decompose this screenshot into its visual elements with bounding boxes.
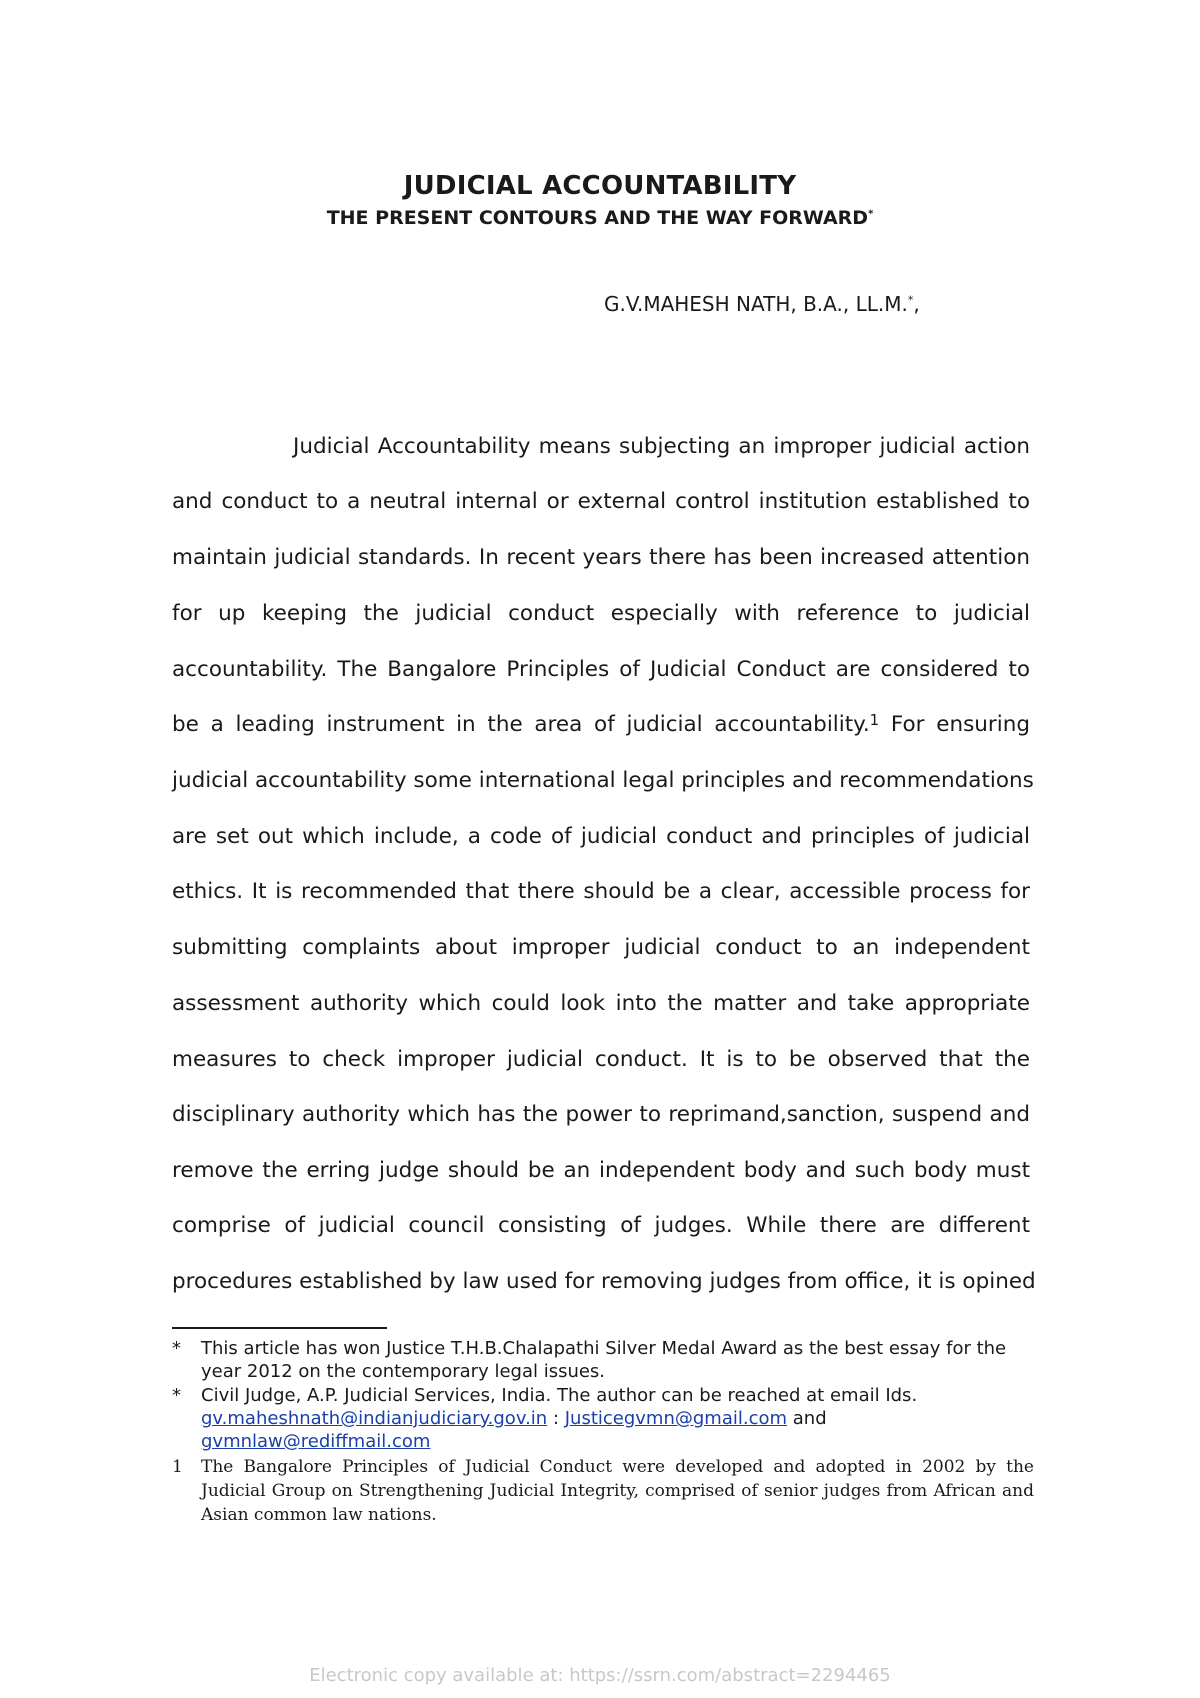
document-subtitle xyxy=(0,207,1200,229)
email-and: and xyxy=(787,1408,827,1429)
body-line: disciplinary authority which has the power to reprimand,sanction, suspend and xyxy=(172,1102,1030,1127)
footnote-mark: * xyxy=(172,1385,181,1406)
body-line-with-footnote xyxy=(172,710,1030,740)
author-footnote-mark: * xyxy=(907,293,914,307)
footnote-text: This article has won Justice T.H.B.Chalapathi Silver Medal Award as the best essay for the year 2012 on the contemporary legal issues. xyxy=(201,1338,1007,1382)
body-line: measures to check improper judicial conduct. It is to be observed that the xyxy=(172,1047,1030,1072)
body-line: and conduct to a neutral internal or external control institution established to xyxy=(172,489,1030,514)
document-title: JUDICIAL ACCOUNTABILITY xyxy=(403,171,797,201)
body-line: are set out which include, a code of judicial conduct and principles of judicial xyxy=(172,824,1030,849)
body-line: maintain judicial standards. In recent years there has been increased attention xyxy=(172,545,1030,570)
email-link[interactable]: Justicegvmn@gmail.com xyxy=(564,1408,788,1429)
footnote-separator xyxy=(172,1327,387,1329)
ssrn-footer: Electronic copy available at: https://ssrn.com/abstract=2294465 xyxy=(309,1665,891,1686)
body-line: ethics. It is recommended that there should be a clear, accessible process for xyxy=(172,879,1030,904)
email-link[interactable]: gvmnlaw@rediffmail.com xyxy=(201,1431,431,1452)
body-line: assessment authority which could look into the matter and take appropriate xyxy=(172,991,1030,1016)
footnote-mark: * xyxy=(172,1338,181,1359)
footnote-text: The Bangalore Principles of Judicial Conduct were developed and adopted in 2002 by the Judicial Group on Strengthening Judicial Integrity, comprised of senior judges from African and Asian common law nations. xyxy=(201,1457,1034,1525)
author-suffix: , xyxy=(913,292,920,316)
body-line: judicial accountability some international legal principles and recommendations xyxy=(172,768,1034,793)
footnote-body: Civil Judge, A.P. Judicial Services, India. The author can be reached at email Ids. xyxy=(201,1385,918,1406)
subtitle-footnote-mark: * xyxy=(868,208,874,220)
footnote-mark: 1 xyxy=(172,1457,183,1477)
body-line: for up keeping the judicial conduct especially with reference to judicial xyxy=(172,601,1030,626)
body-line: remove the erring judge should be an independent body and such body must xyxy=(172,1158,1030,1183)
author-name: G.V.MAHESH NATH, B.A., LL.M. xyxy=(604,292,908,316)
author-line xyxy=(604,292,920,316)
body-line: procedures established by law used for removing judges from office, it is opined xyxy=(172,1269,1036,1294)
email-separator: : xyxy=(547,1408,565,1429)
subtitle-text: THE PRESENT CONTOURS AND THE WAY FORWARD xyxy=(326,207,869,229)
body-line: comprise of judicial council consisting of judges. While there are different xyxy=(172,1213,1030,1238)
body-line-text: be a leading instrument in the area of judicial accountability. xyxy=(172,712,870,737)
body-line: accountability. The Bangalore Principles of Judicial Conduct are considered to xyxy=(172,657,1030,682)
body-line: Judicial Accountability means subjecting an improper judicial action xyxy=(293,434,1030,459)
body-line-tail: For ensuring xyxy=(879,712,1030,737)
email-link[interactable]: gv.maheshnath@indianjudiciary.gov.in xyxy=(201,1408,548,1429)
footnote-reference: 1 xyxy=(869,711,880,729)
footnote-text xyxy=(201,1384,1034,1453)
body-line: submitting complaints about improper judicial conduct to an independent xyxy=(172,935,1030,960)
